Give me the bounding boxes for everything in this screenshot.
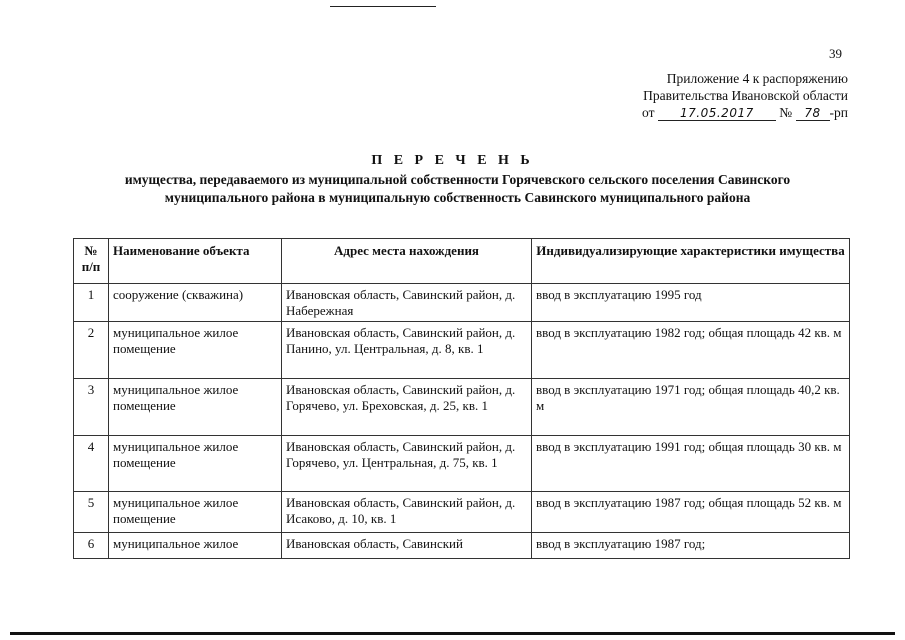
header-address: Адрес места нахождения <box>282 239 532 284</box>
row-name: муниципальное жилое помещение <box>109 322 282 379</box>
page-number: 39 <box>829 46 842 61</box>
appendix-date-line <box>642 104 848 121</box>
header-name: Наименование объекта <box>109 239 282 284</box>
row-address: Ивановская область, Савинский район, д. Горячево, ул. Бреховская, д. 25, кв. 1 <box>282 379 532 436</box>
row-characteristics: ввод в эксплуатацию 1987 год; общая площадь 52 кв. м <box>532 492 850 533</box>
row-address: Ивановская область, Савинский район, д. Исаково, д. 10, кв. 1 <box>282 492 532 533</box>
row-address: Ивановская область, Савинский район, д. Набережная <box>282 284 532 322</box>
date-prefix: от <box>642 105 655 120</box>
table-row <box>74 379 850 436</box>
number-value: 78 <box>796 107 830 121</box>
property-table <box>73 238 850 559</box>
header-characteristics: Индивидуализирующие характеристики имущества <box>532 239 850 284</box>
subtitle-line-1: имущества, передаваемого из муниципальной собственности Горячевского сельского поселения Савинского <box>124 172 791 187</box>
row-name: муниципальное жилое помещение <box>109 379 282 436</box>
table-header-row <box>74 239 850 284</box>
table-row <box>74 322 850 379</box>
number-prefix: № <box>779 105 793 120</box>
row-characteristics: ввод в эксплуатацию 1987 год; <box>532 533 850 559</box>
table-row <box>74 533 850 559</box>
row-characteristics: ввод в эксплуатацию 1982 год; общая площадь 42 кв. м <box>532 322 850 379</box>
row-num: 3 <box>74 379 109 436</box>
table-row <box>74 284 850 322</box>
row-num: 2 <box>74 322 109 379</box>
row-name: муниципальное жилое <box>109 533 282 559</box>
appendix-block <box>642 70 848 121</box>
header-num: № п/п <box>74 239 109 284</box>
row-address: Ивановская область, Савинский район, д. Панино, ул. Центральная, д. 8, кв. 1 <box>282 322 532 379</box>
row-address: Ивановская область, Савинский <box>282 533 532 559</box>
table-row <box>74 436 850 492</box>
row-characteristics: ввод в эксплуатацию 1971 год; общая площадь 40,2 кв. м <box>532 379 850 436</box>
row-characteristics: ввод в эксплуатацию 1995 год <box>532 284 850 322</box>
bottom-rule <box>10 632 895 635</box>
row-name: сооружение (скважина) <box>109 284 282 322</box>
number-suffix: -рп <box>829 105 848 120</box>
row-num: 6 <box>74 533 109 559</box>
date-value: 17.05.2017 <box>658 107 776 121</box>
row-name: муниципальное жилое помещение <box>109 436 282 492</box>
document-title: П Е Р Е Ч Е Н Ь <box>371 153 534 168</box>
top-rule <box>330 6 436 7</box>
row-address: Ивановская область, Савинский район, д. Горячево, ул. Центральная, д. 75, кв. 1 <box>282 436 532 492</box>
document-subtitle <box>60 171 855 206</box>
appendix-line-2: Правительства Ивановской области <box>643 88 848 103</box>
subtitle-line-2: муниципального района в муниципальную собственность Савинского муниципального района <box>164 189 751 205</box>
row-name: муниципальное жилое помещение <box>109 492 282 533</box>
appendix-line-1: Приложение 4 к распоряжению <box>666 71 848 86</box>
row-num: 1 <box>74 284 109 322</box>
row-num: 5 <box>74 492 109 533</box>
row-num: 4 <box>74 436 109 492</box>
table-row <box>74 492 850 533</box>
row-characteristics: ввод в эксплуатацию 1991 год; общая площадь 30 кв. м <box>532 436 850 492</box>
